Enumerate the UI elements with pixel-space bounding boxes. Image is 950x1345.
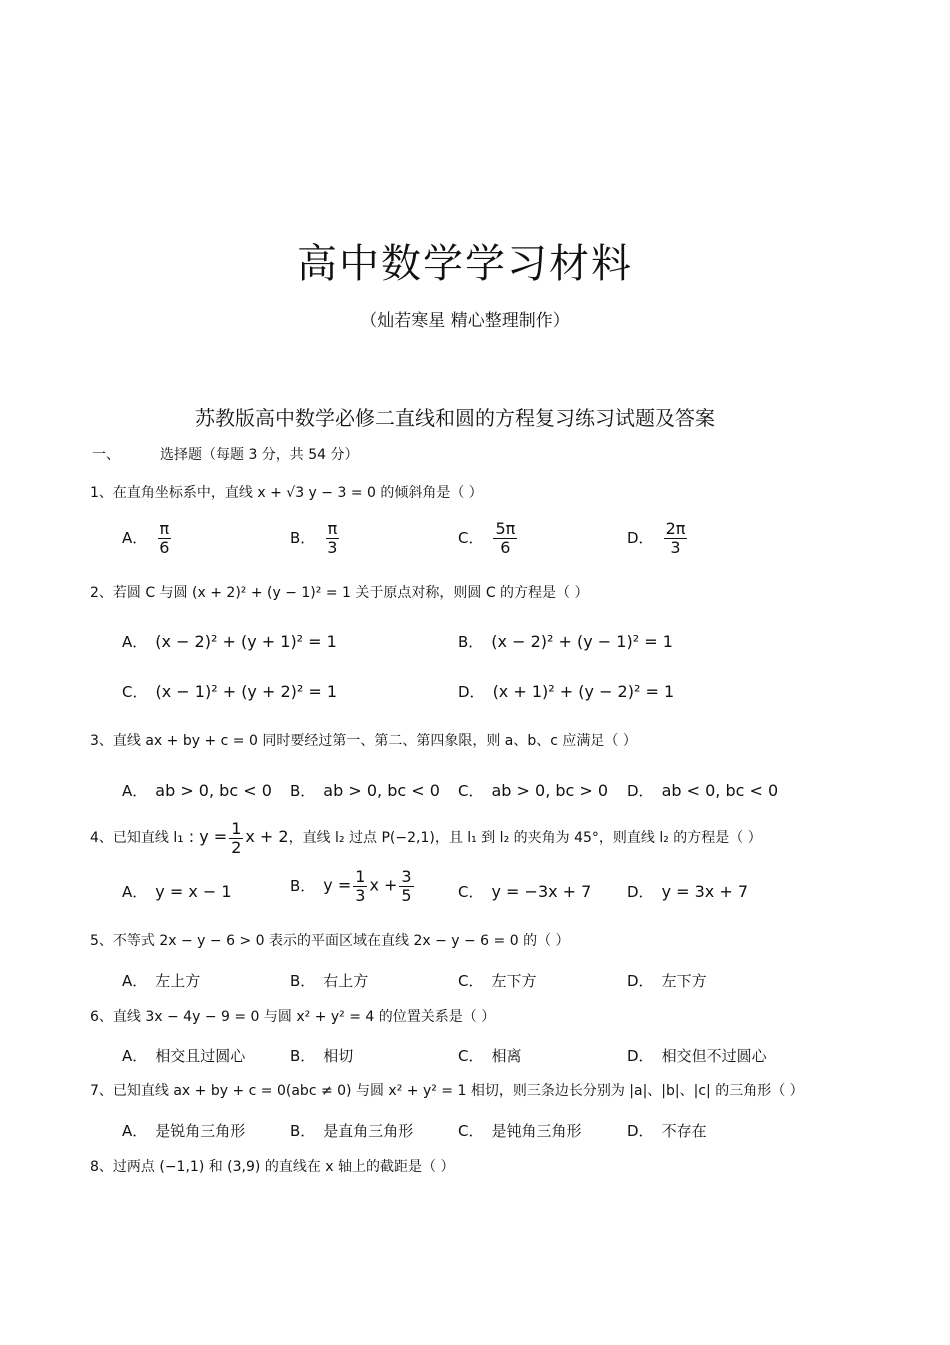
option-label: A． xyxy=(122,1122,148,1140)
option-label: B． xyxy=(290,1122,316,1140)
option-text: 相切 xyxy=(323,1047,354,1065)
option-label: D． xyxy=(627,1122,654,1140)
frac-num: 5π xyxy=(495,519,516,538)
question-1-stem: 1、在直角坐标系中，直线 x + √3 y − 3 = 0 的倾斜角是（ ） xyxy=(90,485,483,501)
option-text: 不存在 xyxy=(661,1122,707,1140)
q3-option-b xyxy=(290,780,440,801)
option-text: 左下方 xyxy=(491,972,537,990)
q5-option-c xyxy=(458,970,537,991)
q4-stem-end: ，直线 l₂ 过点 P(−2,1)，且 l₁ 到 l₂ 的夹角为 45°，则直线 l₂ 的方程是（ ） xyxy=(288,830,762,847)
q5-option-d xyxy=(627,970,707,991)
frac-den: 3 xyxy=(355,885,366,905)
q1-option-b xyxy=(290,520,341,556)
frac-num: 2π xyxy=(665,519,686,538)
option-label: B． xyxy=(290,972,316,990)
q2-option-c xyxy=(122,681,337,702)
question-8-stem: 8、过两点 (−1,1) 和 (3,9) 的直线在 x 轴上的截距是（ ） xyxy=(90,1159,455,1175)
q4-option-d xyxy=(627,881,748,902)
section-text: 选择题（每题 3 分，共 54 分） xyxy=(160,447,359,463)
q7-option-a xyxy=(122,1120,245,1141)
question-5-stem: 5、不等式 2x − y − 6 > 0 表示的平面区域在直线 2x − y − 6 = 0 的（ ） xyxy=(90,933,570,949)
option-text: y = −3x + 7 xyxy=(491,882,592,901)
option-text: ab > 0, bc < 0 xyxy=(155,781,272,800)
option-text: 是直角三角形 xyxy=(323,1122,414,1140)
q2-option-b xyxy=(458,631,673,652)
option-label: C． xyxy=(458,1122,484,1140)
frac-den: 3 xyxy=(670,537,681,557)
question-6-stem: 6、直线 3x − 4y − 9 = 0 与圆 x² + y² = 4 的位置关系是（ ） xyxy=(90,1009,496,1025)
q7-option-d xyxy=(627,1120,707,1141)
option-label: D． xyxy=(627,972,654,990)
option-text: (x − 2)² + (y + 1)² = 1 xyxy=(155,632,337,651)
q4-line-eq-post: x + 2 xyxy=(245,827,289,847)
frac-num: π xyxy=(159,519,170,538)
option-label: A． xyxy=(122,782,148,800)
option-label: C． xyxy=(458,972,484,990)
frac-den: 5 xyxy=(401,885,412,905)
q5-option-a xyxy=(122,970,200,991)
option-text: 相交但不过圆心 xyxy=(661,1047,767,1065)
page-subtitle: （灿若寒星 精心整理制作） xyxy=(360,311,570,331)
q4-line-eq-pre: ₁ : y = xyxy=(177,827,228,847)
option-label: A． xyxy=(122,633,148,651)
question-2-stem: 2、若圆 C 与圆 (x + 2)² + (y − 1)² = 1 关于原点对称，则圆 C 的方程是（ ） xyxy=(90,585,589,601)
option-label: C． xyxy=(122,683,148,701)
option-label: C． xyxy=(458,1047,484,1065)
option-label: B． xyxy=(290,1047,316,1065)
q1-option-c xyxy=(458,520,519,556)
option-label: B． xyxy=(290,782,316,800)
option-label: D． xyxy=(458,683,485,701)
option-text: y = 3x + 7 xyxy=(661,882,749,901)
option-label: B． xyxy=(458,633,484,651)
q6-option-c xyxy=(458,1045,522,1066)
q7-option-c xyxy=(458,1120,582,1141)
frac-den: 6 xyxy=(159,537,170,557)
document-title: 苏教版高中数学必修二直线和圆的方程复习练习试题及答案 xyxy=(195,406,715,430)
q2-option-a xyxy=(122,631,337,652)
question-7-stem: 7、已知直线 ax + by + c = 0(abc ≠ 0) 与圆 x² + y² = 1 相切，则三条边长分别为 |a|、|b|、|c| 的三角形（ ） xyxy=(90,1083,804,1099)
q1-option-d xyxy=(627,520,689,556)
section-heading xyxy=(92,444,359,464)
option-text: y = x − 1 xyxy=(155,882,232,901)
option-label: A． xyxy=(122,972,148,990)
option-label: C． xyxy=(458,883,484,901)
question-3-stem: 3、直线 ax + by + c = 0 同时要经过第一、第二、第四象限，则 a、b、c 应满足（ ） xyxy=(90,733,637,749)
q4-stem-start: 4、已知直线 l xyxy=(90,830,178,847)
q2-option-d xyxy=(458,681,674,702)
option-text: ab > 0, bc < 0 xyxy=(323,781,440,800)
option-label: D． xyxy=(627,1047,654,1065)
option-label: B． xyxy=(290,528,316,547)
q5-option-b xyxy=(290,970,368,991)
option-text: 左下方 xyxy=(661,972,707,990)
q1-option-a xyxy=(122,520,173,556)
option-label: D． xyxy=(627,883,654,901)
option-text: 是锐角三角形 xyxy=(155,1122,246,1140)
option-label: A． xyxy=(122,883,148,901)
q6-option-d xyxy=(627,1045,767,1066)
option-text: (x + 1)² + (y − 2)² = 1 xyxy=(492,682,675,701)
question-4-stem xyxy=(90,820,762,856)
option-label: D． xyxy=(627,528,654,547)
frac-den: 6 xyxy=(500,537,511,557)
q3-option-d xyxy=(627,780,778,801)
q6-option-b xyxy=(290,1045,353,1066)
option-label: B． xyxy=(290,876,316,895)
q4-option-a xyxy=(122,881,232,902)
option-text: (x − 1)² + (y + 2)² = 1 xyxy=(155,682,338,701)
option-text: 相离 xyxy=(491,1047,522,1065)
option-text: 左上方 xyxy=(155,972,201,990)
frac-num: 1 xyxy=(355,867,366,886)
q3-option-a xyxy=(122,780,272,801)
q4-option-c xyxy=(458,881,591,902)
frac-den: 3 xyxy=(327,537,338,557)
frac-den: 2 xyxy=(231,837,242,857)
option-text: ab > 0, bc > 0 xyxy=(491,781,609,800)
q6-option-a xyxy=(122,1045,245,1066)
option-label: D． xyxy=(627,782,654,800)
option-label: C． xyxy=(458,528,484,547)
option-label: A． xyxy=(122,1047,148,1065)
q3-option-c xyxy=(458,780,608,801)
q4-option-b xyxy=(290,868,416,904)
q7-option-b xyxy=(290,1120,413,1141)
section-number: 一、 xyxy=(92,447,120,463)
option-text: 右上方 xyxy=(323,972,369,990)
option-text-pre: y = xyxy=(323,875,352,895)
option-label: A． xyxy=(122,528,148,547)
option-text: 是钝角三角形 xyxy=(491,1122,582,1140)
frac-num: 1 xyxy=(231,819,242,838)
option-text: 相交且过圆心 xyxy=(155,1047,246,1065)
frac-num: π xyxy=(327,519,338,538)
option-label: C． xyxy=(458,782,484,800)
option-text-mid: x + xyxy=(369,875,398,895)
page-title: 高中数学学习材料 xyxy=(297,241,633,287)
option-text: ab < 0, bc < 0 xyxy=(661,781,779,800)
option-text: (x − 2)² + (y − 1)² = 1 xyxy=(491,632,673,651)
frac-num: 3 xyxy=(401,867,412,886)
